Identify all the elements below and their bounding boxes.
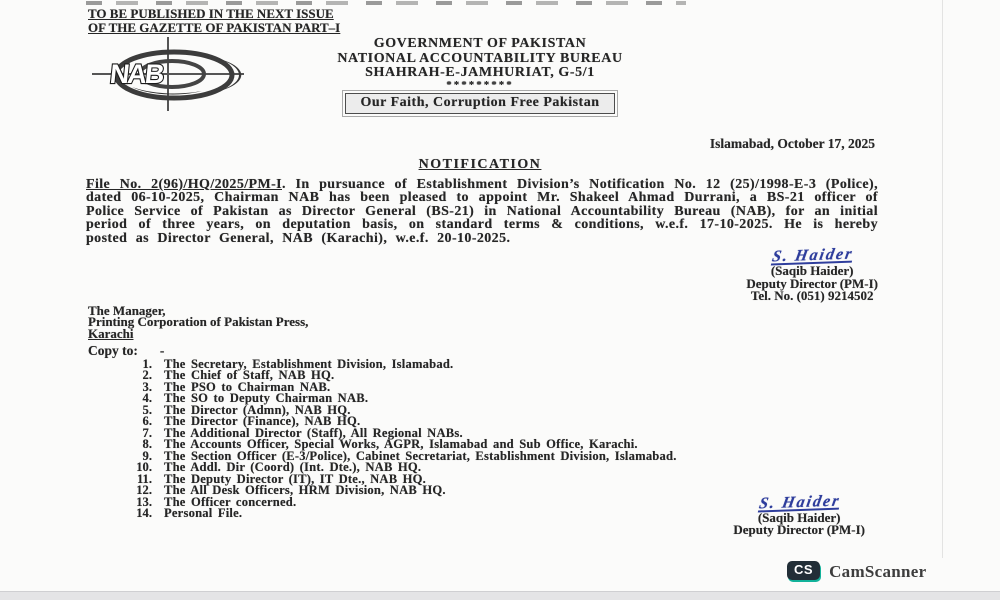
- copy-to-dash: -: [159, 342, 165, 358]
- list-item: 11. The Deputy Director (IT), IT Dte., NAB HQ.: [136, 471, 427, 486]
- scan-edge-noise: [86, 1, 686, 5]
- nab-logo-text: NAB: [108, 58, 165, 89]
- signatory-name-1: (Saqib Haider): [770, 263, 854, 279]
- letterhead-line2: NATIONAL ACCOUNTABILITY BUREAU: [337, 50, 623, 66]
- signature-block-1: [746, 247, 878, 303]
- list-item: 9. The Section Officer (E-3/Police), Cabinet Secretariat, Establishment Division, Islamabad.: [142, 448, 677, 463]
- gazette-publication-note: [88, 7, 1000, 35]
- copy-to-label: Copy to:: [88, 342, 138, 358]
- body-text: . In pursuance of Establishment Division’s Notification No. 12 (25)/1998-E-3 (Police), dated 06-10-2025, Chairman NAB has been pleased to appoint Mr. Shakeel Ahmad Durrani, a BS-21 officer of Police Service of Pakistan as Director General (BS-21) in National Accountability Bureau (NAB), for an initial period of three years, on deputation basis, on standard terms & conditions, w.e.f. 17-10-2025. He is hereby posted as Director General, NAB (Karachi), w.e.f. 20-10-2025.: [86, 177, 878, 246]
- list-item: 14. Personal File.: [136, 506, 243, 521]
- stars-divider: *********: [446, 78, 514, 91]
- signatory-phone: Tel. No. (051) 9214502: [750, 288, 874, 304]
- dateline: Islamabad, October 17, 2025: [709, 136, 875, 151]
- list-item: 13. The Officer concerned.: [136, 494, 297, 509]
- camscanner-watermark: [788, 562, 927, 582]
- signature-scribble-1: S. Haider: [770, 245, 855, 266]
- list-item: 5. The Director (Admn), NAB HQ.: [142, 402, 351, 417]
- list-item: 1. The Secretary, Establishment Division, Islamabad.: [142, 356, 454, 371]
- notification-body: [86, 178, 878, 245]
- signature-scribble-2: S. Haider: [757, 492, 842, 513]
- list-item: 2. The Chief of Staff, NAB HQ.: [142, 368, 335, 383]
- signatory-designation-1: Deputy Director (PM-I): [746, 275, 878, 291]
- addressee-line1: The Manager,: [88, 302, 166, 318]
- copy-distribution-list: [0, 356, 1000, 521]
- list-item: 3. The PSO to Chairman NAB.: [142, 379, 331, 394]
- notification-title: NOTIFICATION: [418, 157, 542, 172]
- nab-logo-icon: [92, 37, 244, 111]
- camscanner-badge-icon: CS: [788, 563, 821, 582]
- addressee-line2: Printing Corporation of Pakistan Press,: [88, 314, 309, 330]
- letterhead-line3: SHAHRAH-E-JAMHURIAT, G-5/1: [365, 65, 595, 80]
- list-item: 4. The SO to Deputy Chairman NAB.: [142, 391, 369, 406]
- signatory-designation-2: Deputy Director (PM-I): [733, 522, 865, 538]
- motto-box: Our Faith, Corruption Free Pakistan: [345, 93, 614, 114]
- list-item: 8. The Accounts Officer, Special Works, AGPR, Islamabad and Sub Office, Karachi.: [142, 437, 638, 452]
- letterhead-line1: GOVERNMENT OF PAKISTAN: [373, 36, 587, 51]
- list-item: 12. The All Desk Officers, HRM Division, NAB HQ.: [136, 483, 446, 498]
- addressee-block: [88, 302, 1000, 342]
- copy-to-row: [88, 344, 1000, 357]
- gazette-note-line2: OF THE GAZETTE OF PAKISTAN PART–I: [88, 20, 341, 35]
- bottom-scan-strip: [0, 591, 1000, 600]
- file-number: File No. 2(96)/HQ/2025/PM-I: [86, 177, 282, 192]
- addressee-line3: Karachi: [88, 326, 134, 342]
- list-item: 7. The Additional Director (Staff), All Regional NABs.: [142, 425, 463, 440]
- gazette-note-line1: TO BE PUBLISHED IN THE NEXT ISSUE: [88, 6, 334, 21]
- signatory-name-2: (Saqib Haider): [757, 509, 841, 525]
- camscanner-brand-text: CamScanner: [829, 562, 927, 581]
- list-item: 6. The Director (Finance), NAB HQ.: [142, 414, 361, 429]
- list-item: 10. The Addl. Dir (Coord) (Int. Dte.), NAB HQ.: [136, 460, 422, 475]
